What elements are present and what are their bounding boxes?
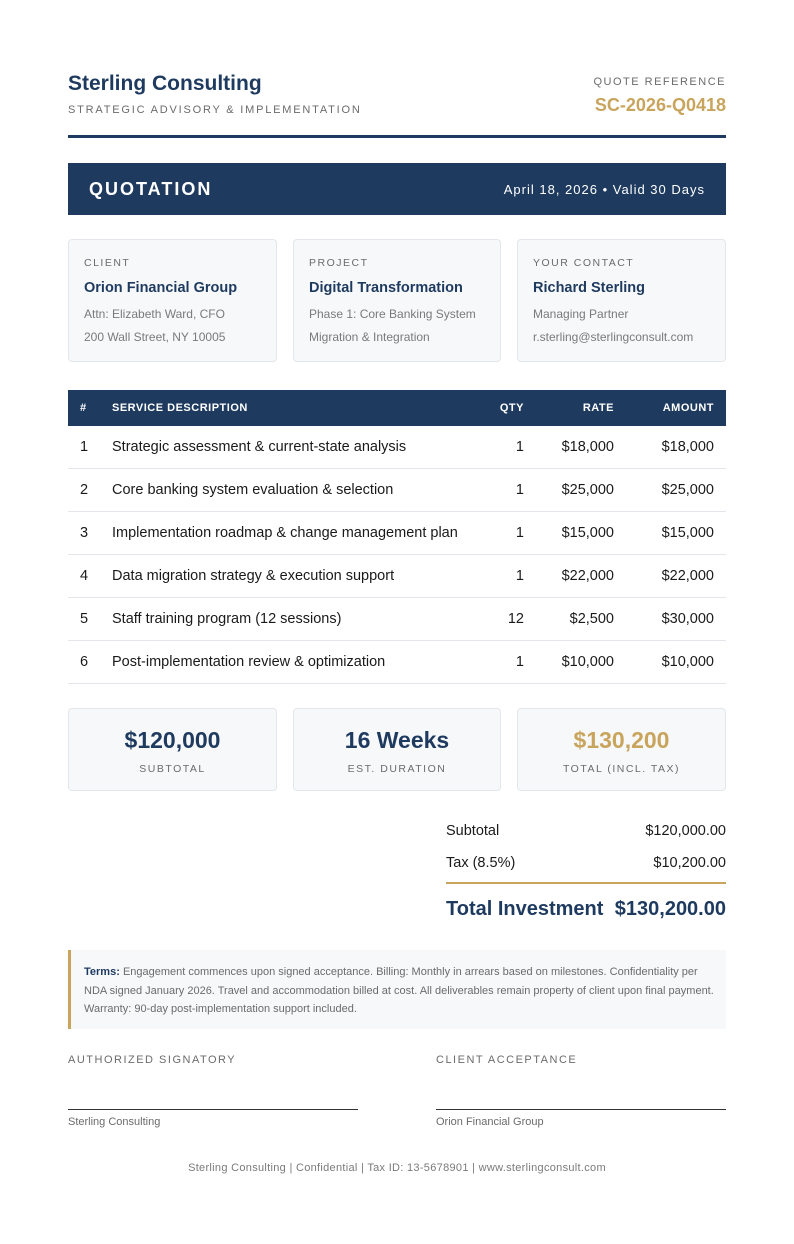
summary-value: 16 Weeks bbox=[344, 727, 450, 753]
table-row bbox=[68, 641, 726, 684]
tax-row bbox=[446, 852, 726, 884]
client-card bbox=[68, 239, 277, 362]
project-card bbox=[293, 239, 501, 362]
duration-summary bbox=[293, 708, 501, 791]
column-header-rate: RATE bbox=[582, 402, 614, 414]
row-rate: $15,000 bbox=[561, 525, 614, 541]
row-amount: $15,000 bbox=[661, 525, 714, 541]
terms-box bbox=[68, 950, 726, 1029]
card-title: Orion Financial Group bbox=[84, 280, 238, 296]
tax-label: Tax (8.5%) bbox=[446, 855, 516, 871]
signature-line[interactable] bbox=[68, 1109, 358, 1110]
row-rate: $2,500 bbox=[569, 611, 614, 627]
contact-card bbox=[517, 239, 726, 362]
company-name: Sterling Consulting bbox=[68, 72, 262, 95]
row-number: 4 bbox=[80, 568, 89, 584]
summary-label: SUBTOTAL bbox=[139, 763, 206, 775]
client-acceptance bbox=[436, 1054, 726, 1128]
row-description: Staff training program (12 sessions) bbox=[112, 611, 342, 627]
row-description: Data migration strategy & execution support bbox=[112, 568, 395, 584]
grand-total-row bbox=[446, 884, 726, 924]
tax-value: $10,200.00 bbox=[653, 855, 726, 871]
row-description: Post-implementation review & optimization bbox=[112, 654, 386, 670]
row-number: 3 bbox=[80, 525, 89, 541]
card-detail: Attn: Elizabeth Ward, CFO bbox=[84, 307, 225, 321]
row-rate: $18,000 bbox=[561, 439, 614, 455]
row-qty: 1 bbox=[515, 654, 524, 670]
row-qty: 1 bbox=[515, 439, 524, 455]
row-rate: $25,000 bbox=[561, 482, 614, 498]
column-header-qty: QTY bbox=[499, 402, 524, 414]
signature-label: CLIENT ACCEPTANCE bbox=[436, 1054, 578, 1066]
total-summary bbox=[517, 708, 726, 791]
signature-line[interactable] bbox=[436, 1109, 726, 1110]
table-row bbox=[68, 469, 726, 512]
column-header-amount: AMOUNT bbox=[662, 402, 714, 414]
summary-label: TOTAL (INCL. TAX) bbox=[562, 763, 681, 775]
subtotal-row bbox=[446, 820, 726, 852]
quote-reference-value: SC-2026-Q0418 bbox=[594, 95, 726, 115]
authorized-signatory bbox=[68, 1054, 358, 1128]
table-row bbox=[68, 426, 726, 469]
card-label: CLIENT bbox=[84, 257, 131, 269]
row-number: 6 bbox=[80, 654, 89, 670]
signature-name: Orion Financial Group bbox=[436, 1116, 544, 1128]
quote-reference-label: QUOTE REFERENCE bbox=[593, 76, 726, 88]
row-number: 5 bbox=[80, 611, 89, 627]
card-title: Richard Sterling bbox=[533, 280, 645, 296]
document-footer: Sterling Consulting | Confidential | Tax ID: 13-5678901 | www.sterlingconsult.com bbox=[188, 1162, 606, 1174]
row-description: Strategic assessment & current-state analysis bbox=[112, 439, 407, 455]
document-header bbox=[68, 72, 726, 138]
signature-name: Sterling Consulting bbox=[68, 1116, 161, 1128]
totals-block bbox=[446, 820, 726, 924]
grand-total-label: Total Investment bbox=[446, 898, 604, 920]
table-row bbox=[68, 512, 726, 555]
card-detail: Migration & Integration bbox=[309, 330, 430, 344]
table-row bbox=[68, 555, 726, 598]
subtotal-label: Subtotal bbox=[446, 823, 500, 839]
table-row bbox=[68, 598, 726, 641]
row-amount: $30,000 bbox=[661, 611, 714, 627]
banner-date-validity: April 18, 2026 • Valid 30 Days bbox=[503, 182, 705, 197]
terms-label: Terms: bbox=[84, 966, 120, 978]
row-amount: $22,000 bbox=[661, 568, 714, 584]
row-amount: $25,000 bbox=[661, 482, 714, 498]
summary-boxes bbox=[68, 708, 726, 791]
banner-title: QUOTATION bbox=[89, 179, 213, 199]
column-header-number: # bbox=[80, 402, 87, 414]
grand-total-value: $130,200.00 bbox=[614, 898, 726, 920]
column-header-description: SERVICE DESCRIPTION bbox=[112, 402, 248, 414]
row-qty: 1 bbox=[515, 568, 524, 584]
services-table bbox=[68, 390, 726, 684]
row-amount: $10,000 bbox=[661, 654, 714, 670]
row-number: 2 bbox=[80, 482, 89, 498]
card-label: YOUR CONTACT bbox=[533, 257, 635, 269]
subtotal-value: $120,000.00 bbox=[645, 823, 726, 839]
contact-email: r.sterling@sterlingconsult.com bbox=[533, 330, 694, 344]
row-amount: $18,000 bbox=[661, 439, 714, 455]
terms-text: Engagement commences upon signed acceptance. Billing: Monthly in arrears based on milestones. Confidentiality per NDA signed January 2026. Travel and accommodation billed at cost. All deliverables remain property of client upon final payment. Warranty: 90-day post-implementation support included. bbox=[84, 966, 714, 1015]
row-rate: $10,000 bbox=[561, 654, 614, 670]
row-number: 1 bbox=[80, 439, 89, 455]
summary-label: EST. DURATION bbox=[347, 763, 447, 775]
quotation-banner bbox=[68, 163, 726, 215]
row-qty: 1 bbox=[515, 482, 524, 498]
table-header bbox=[68, 390, 726, 426]
summary-value: $120,000 bbox=[124, 727, 221, 753]
summary-value: $130,200 bbox=[573, 727, 670, 753]
company-tagline: STRATEGIC ADVISORY & IMPLEMENTATION bbox=[68, 104, 362, 116]
row-description: Implementation roadmap & change management plan bbox=[112, 525, 458, 541]
row-rate: $22,000 bbox=[561, 568, 614, 584]
card-label: PROJECT bbox=[309, 257, 369, 269]
card-detail: 200 Wall Street, NY 10005 bbox=[84, 330, 226, 344]
card-detail: Phase 1: Core Banking System bbox=[309, 307, 476, 321]
row-qty: 12 bbox=[507, 611, 524, 627]
info-cards bbox=[68, 239, 726, 362]
row-qty: 1 bbox=[515, 525, 524, 541]
card-title: Digital Transformation bbox=[309, 280, 463, 296]
signature-label: AUTHORIZED SIGNATORY bbox=[68, 1054, 237, 1066]
row-description: Core banking system evaluation & selection bbox=[112, 482, 394, 498]
subtotal-summary bbox=[68, 708, 277, 791]
card-detail: Managing Partner bbox=[533, 307, 629, 321]
